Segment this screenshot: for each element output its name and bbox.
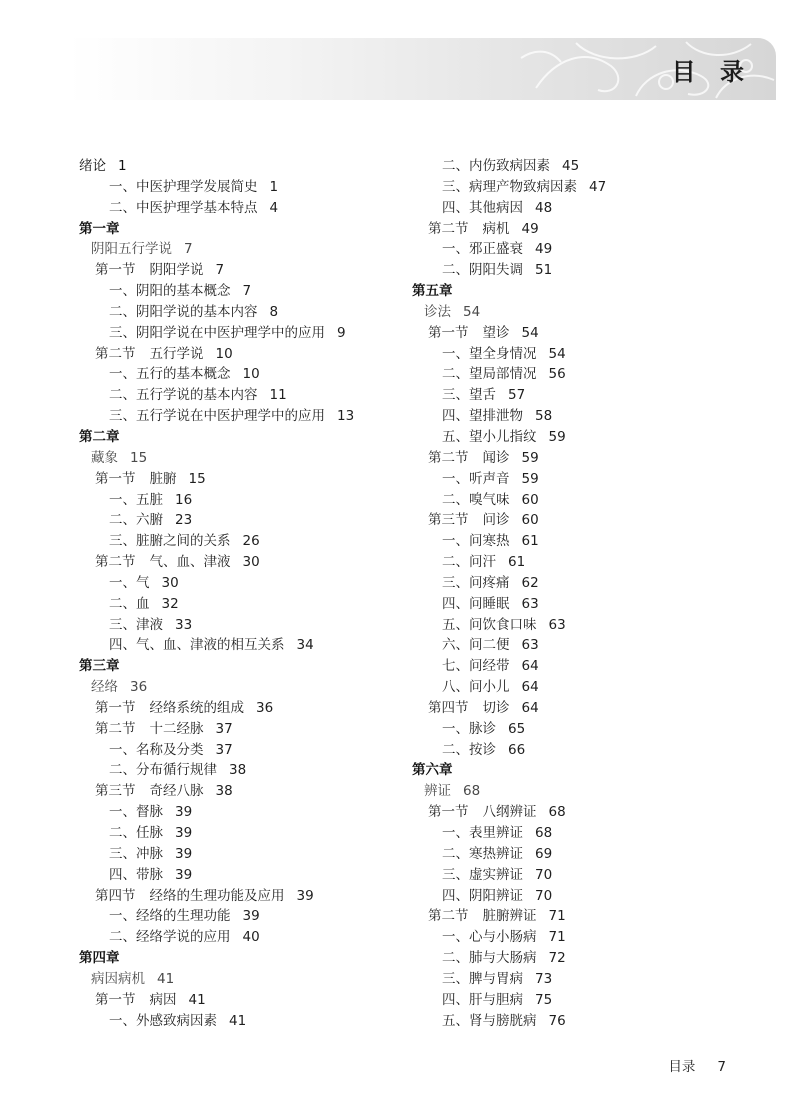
toc-item[interactable] (412, 740, 606, 761)
item-title: 二、六腑 (109, 512, 163, 529)
page-number: 61 (521, 533, 539, 550)
item-title: 四、带脉 (109, 866, 163, 883)
toc-item[interactable] (412, 886, 606, 907)
section-label: 第二节 (95, 554, 136, 571)
toc-item[interactable] (79, 531, 354, 552)
page-number: 47 (589, 178, 607, 195)
toc-item[interactable] (79, 1011, 354, 1032)
section-label: 第四节 (428, 699, 469, 716)
toc-item[interactable] (412, 969, 606, 990)
page-number: 64 (521, 679, 539, 696)
toc-item[interactable] (412, 364, 606, 385)
toc-section[interactable] (412, 219, 606, 240)
toc-item[interactable] (79, 802, 354, 823)
item-title: 三、脾与胃病 (442, 970, 523, 987)
toc-chapter-title[interactable] (412, 302, 606, 323)
section-title: 阴阳学说 (149, 262, 204, 279)
toc-item[interactable] (412, 344, 606, 365)
item-title: 一、督脉 (109, 804, 163, 821)
toc-section[interactable] (412, 698, 606, 719)
item-title: 八、问小儿 (442, 679, 510, 696)
item-title: 二、五行学说的基本内容 (109, 387, 258, 404)
section-title: 病因 (149, 991, 177, 1008)
page-number: 71 (548, 908, 566, 925)
section-title: 五行学说 (149, 345, 204, 362)
page-number: 68 (548, 804, 566, 821)
section-title: 八纲辨证 (482, 804, 537, 821)
toc-chapter-title[interactable] (412, 781, 606, 802)
item-title: 六、问二便 (442, 637, 510, 654)
toc-section[interactable] (79, 781, 354, 802)
toc-item[interactable] (79, 406, 354, 427)
page-number: 62 (521, 574, 539, 591)
section-title: 奇经八脉 (149, 783, 204, 800)
toc-chapter[interactable] (79, 948, 354, 969)
page-number: 39 (175, 845, 193, 862)
item-title: 三、脏腑之间的关系 (109, 533, 231, 550)
item-title: 二、问汗 (442, 554, 496, 571)
toc-left-column (79, 156, 354, 1031)
toc-item[interactable] (412, 156, 606, 177)
toc-section[interactable] (79, 344, 354, 365)
page-number: 26 (242, 533, 260, 550)
section-title: 闻诊 (482, 449, 510, 466)
page-number: 38 (229, 762, 247, 779)
section-label: 第四节 (95, 887, 136, 904)
item-title: 二、肺与大肠病 (442, 950, 537, 967)
toc-item[interactable] (79, 323, 354, 344)
item-title: 三、五行学说在中医护理学中的应用 (109, 408, 325, 425)
page-footer (668, 1055, 726, 1075)
page-number: 9 (337, 324, 346, 341)
toc-item[interactable] (412, 490, 606, 511)
toc-chapter[interactable] (412, 760, 606, 781)
page-number: 68 (535, 825, 553, 841)
page-number: 71 (548, 929, 566, 946)
toc-item[interactable] (79, 490, 354, 511)
item-title: 一、心与小肠病 (442, 929, 537, 946)
page-number: 49 (535, 241, 553, 258)
chapter-title: 经络 (91, 679, 118, 696)
item-title: 七、问经带 (442, 658, 510, 675)
chapter-number: 第六章 (412, 762, 453, 779)
toc-item[interactable] (79, 760, 354, 781)
toc-section[interactable] (412, 323, 606, 344)
toc-section[interactable] (412, 448, 606, 469)
section-label: 第三节 (428, 512, 469, 529)
toc-item[interactable] (79, 385, 354, 406)
page-number: 59 (521, 470, 539, 487)
page-number: 33 (175, 616, 193, 633)
toc-right-column (412, 156, 606, 1031)
toc-item[interactable] (412, 990, 606, 1011)
section-label: 第二节 (95, 345, 136, 362)
item-title: 一、阴阳的基本概念 (109, 283, 231, 300)
toc-item[interactable] (412, 177, 606, 198)
item-title: 一、望全身情况 (442, 345, 537, 362)
page-number: 57 (508, 387, 526, 404)
chapter-number: 第四章 (79, 950, 120, 967)
item-title: 一、五行的基本概念 (109, 366, 231, 383)
toc-chapter[interactable] (79, 219, 354, 240)
page-number: 59 (521, 449, 539, 466)
toc-section[interactable] (79, 719, 354, 740)
toc-preface[interactable] (79, 156, 354, 177)
toc-item[interactable] (79, 844, 354, 865)
page-number: 30 (161, 574, 179, 591)
item-title: 三、冲脉 (109, 845, 163, 862)
page-number: 7 (184, 241, 193, 258)
item-title: 一、经络的生理功能 (109, 908, 231, 925)
page-number: 60 (521, 512, 539, 529)
toc-item[interactable] (412, 573, 606, 594)
toc-chapter-title[interactable] (79, 448, 354, 469)
toc-item[interactable] (79, 740, 354, 761)
page-number: 56 (548, 366, 566, 383)
section-title: 切诊 (482, 699, 510, 716)
item-title: 二、内伤致病因素 (442, 158, 550, 174)
item-title: 五、问饮食口味 (442, 616, 537, 633)
item-title: 四、问睡眠 (442, 595, 510, 612)
page-number: 41 (157, 970, 175, 987)
toc-item[interactable] (79, 635, 354, 656)
item-title: 二、中医护理学基本特点 (109, 199, 258, 216)
page-number: 11 (269, 387, 287, 404)
item-title: 二、经络学说的应用 (109, 929, 231, 946)
item-title: 二、血 (109, 595, 150, 612)
page-number: 48 (535, 199, 553, 216)
section-title: 脏腑辨证 (482, 908, 537, 925)
page-number: 38 (215, 783, 233, 800)
section-title: 望诊 (482, 324, 510, 341)
section-label: 第二节 (428, 220, 469, 237)
page-number: 36 (130, 679, 148, 696)
section-label: 第一节 (95, 699, 136, 716)
page-number: 68 (463, 783, 481, 800)
page-number: 54 (463, 303, 481, 320)
toc-item[interactable] (79, 594, 354, 615)
page-number: 66 (508, 741, 526, 758)
toc-section[interactable] (412, 906, 606, 927)
chapter-title: 诊法 (424, 303, 451, 320)
item-title: 三、津液 (109, 616, 163, 633)
item-title: 一、外感致病因素 (109, 1012, 217, 1029)
toc-section[interactable] (79, 469, 354, 490)
toc-section[interactable] (79, 260, 354, 281)
footer-label: 目录 (668, 1059, 696, 1075)
page-number: 59 (548, 428, 566, 445)
page-number: 41 (229, 1012, 247, 1029)
page-number: 4 (269, 199, 279, 216)
toc-item[interactable] (412, 865, 606, 886)
page-number: 51 (535, 262, 553, 279)
page-number: 65 (508, 720, 526, 737)
section-title: 经络系统的组成 (149, 699, 244, 716)
page-number: 63 (548, 616, 566, 633)
page-number: 10 (215, 345, 233, 362)
toc-item[interactable] (79, 865, 354, 886)
toc-item[interactable] (412, 552, 606, 573)
page-number: 70 (535, 866, 553, 883)
toc-item[interactable] (412, 469, 606, 490)
toc-chapter[interactable] (79, 656, 354, 677)
page-number: 61 (508, 554, 526, 571)
toc-item[interactable] (412, 427, 606, 448)
page-number: 54 (548, 345, 566, 362)
toc-item[interactable] (412, 656, 606, 677)
page-number: 30 (242, 554, 260, 571)
page-number: 75 (535, 991, 553, 1008)
item-title: 二、嗅气味 (442, 491, 510, 508)
section-label: 第二节 (428, 908, 469, 925)
page-number: 23 (175, 512, 193, 529)
toc-item[interactable] (412, 948, 606, 969)
section-label: 第一节 (428, 804, 469, 821)
item-title: 二、分布循行规律 (109, 762, 217, 779)
toc-section[interactable] (79, 886, 354, 907)
toc-section[interactable] (412, 802, 606, 823)
item-title: 二、阴阳学说的基本内容 (109, 303, 258, 320)
page-number: 7 (242, 283, 252, 300)
page-number: 1 (269, 178, 279, 195)
page-number: 7 (215, 262, 225, 279)
item-title: 三、病理产物致病因素 (442, 178, 577, 195)
item-title: 二、按诊 (442, 741, 496, 758)
toc-item[interactable] (412, 615, 606, 636)
toc-item[interactable] (412, 719, 606, 740)
page-number: 15 (188, 470, 206, 487)
page-number: 1 (118, 158, 127, 174)
preface-title: 绪论 (79, 158, 106, 174)
toc-item[interactable] (79, 177, 354, 198)
page-number: 39 (175, 804, 193, 821)
item-title: 二、望局部情况 (442, 366, 537, 383)
toc-section[interactable] (412, 510, 606, 531)
toc-section[interactable] (79, 698, 354, 719)
page-number: 64 (521, 699, 539, 716)
page-number: 69 (535, 845, 553, 862)
chapter-title: 藏象 (91, 449, 118, 466)
page-number: 37 (215, 741, 233, 758)
page-number: 40 (242, 929, 260, 946)
section-label: 第二节 (95, 720, 136, 737)
section-title: 问诊 (482, 512, 510, 529)
toc-item[interactable] (412, 531, 606, 552)
item-title: 五、肾与膀胱病 (442, 1012, 537, 1029)
section-title: 病机 (482, 220, 510, 237)
item-title: 四、阴阳辨证 (442, 887, 523, 904)
toc-item[interactable] (79, 302, 354, 323)
page-number: 39 (175, 866, 193, 883)
chapter-number: 第二章 (79, 428, 120, 445)
section-label: 第一节 (428, 324, 469, 341)
item-title: 二、阴阳失调 (442, 262, 523, 279)
section-title: 十二经脉 (149, 720, 204, 737)
toc-item[interactable] (79, 281, 354, 302)
page-number: 45 (562, 158, 580, 174)
page-number: 63 (521, 595, 539, 612)
item-title: 一、五脏 (109, 491, 163, 508)
item-title: 四、其他病因 (442, 199, 523, 216)
page-number: 70 (535, 887, 553, 904)
page-title: 目 录 (671, 58, 752, 86)
toc-item[interactable] (412, 385, 606, 406)
page-number: 13 (337, 408, 355, 425)
chapter-title: 阴阳五行学说 (91, 241, 172, 258)
item-title: 四、肝与胆病 (442, 991, 523, 1008)
toc-item[interactable] (79, 364, 354, 385)
toc-item[interactable] (412, 198, 606, 219)
item-title: 一、问寒热 (442, 533, 510, 550)
page-number: 37 (215, 720, 233, 737)
section-title: 经络的生理功能及应用 (149, 887, 285, 904)
section-label: 第一节 (95, 991, 136, 1008)
chapter-title: 辨证 (424, 783, 451, 800)
toc-section[interactable] (79, 552, 354, 573)
page-number: 39 (175, 825, 193, 841)
page-number: 76 (548, 1012, 566, 1029)
chapter-number: 第一章 (79, 220, 120, 237)
page-number: 16 (175, 491, 193, 508)
toc-item[interactable] (79, 823, 354, 844)
page-number: 41 (188, 991, 206, 1008)
item-title: 四、望排泄物 (442, 408, 523, 425)
toc-section[interactable] (79, 990, 354, 1011)
page-number: 15 (130, 449, 148, 466)
toc-chapter[interactable] (412, 281, 606, 302)
page-number: 54 (521, 324, 539, 341)
page-number: 34 (296, 637, 314, 654)
page-number: 39 (242, 908, 260, 925)
page-number: 36 (256, 699, 274, 716)
item-title: 一、气 (109, 574, 150, 591)
toc-item[interactable] (412, 844, 606, 865)
toc-item[interactable] (412, 406, 606, 427)
toc-item[interactable] (412, 823, 606, 844)
page-number: 39 (296, 887, 314, 904)
toc-item[interactable] (412, 594, 606, 615)
page-number: 64 (521, 658, 539, 675)
toc-item[interactable] (79, 615, 354, 636)
toc-item[interactable] (412, 635, 606, 656)
chapter-number: 第五章 (412, 283, 453, 300)
item-title: 一、邪正盛衰 (442, 241, 523, 258)
toc-item[interactable] (79, 510, 354, 531)
section-label: 第一节 (95, 262, 136, 279)
page-number: 32 (161, 595, 179, 612)
toc-item[interactable] (79, 198, 354, 219)
item-title: 四、气、血、津液的相互关系 (109, 637, 285, 654)
item-title: 一、中医护理学发展简史 (109, 178, 258, 195)
page-number: 63 (521, 637, 539, 654)
toc-chapter-title[interactable] (79, 239, 354, 260)
page-number: 58 (535, 408, 553, 425)
item-title: 二、任脉 (109, 825, 163, 841)
item-title: 三、问疼痛 (442, 574, 510, 591)
item-title: 一、表里辨证 (442, 825, 523, 841)
item-title: 一、名称及分类 (109, 741, 204, 758)
page-number: 72 (548, 950, 566, 967)
toc-item[interactable] (412, 677, 606, 698)
toc-item[interactable] (79, 927, 354, 948)
item-title: 五、望小儿指纹 (442, 428, 537, 445)
section-label: 第二节 (428, 449, 469, 466)
page-number: 10 (242, 366, 260, 383)
toc-item[interactable] (412, 260, 606, 281)
section-label: 第一节 (95, 470, 136, 487)
item-title: 一、听声音 (442, 470, 510, 487)
page-number: 60 (521, 491, 539, 508)
page-number: 73 (535, 970, 553, 987)
footer-page-number: 7 (717, 1059, 726, 1075)
toc-chapter-title[interactable] (79, 969, 354, 990)
header-band (68, 38, 776, 100)
item-title: 二、寒热辨证 (442, 845, 523, 862)
section-title: 气、血、津液 (149, 554, 231, 571)
toc-item[interactable] (79, 906, 354, 927)
chapter-number: 第三章 (79, 658, 120, 675)
toc-item[interactable] (412, 239, 606, 260)
toc-item[interactable] (412, 1011, 606, 1032)
toc-chapter[interactable] (79, 427, 354, 448)
section-title: 脏腑 (149, 470, 177, 487)
item-title: 一、脉诊 (442, 720, 496, 737)
item-title: 三、望舌 (442, 387, 496, 404)
chapter-title: 病因病机 (91, 970, 145, 987)
toc-item[interactable] (412, 927, 606, 948)
page-number: 8 (269, 303, 279, 320)
page-number: 49 (521, 220, 539, 237)
toc-item[interactable] (79, 573, 354, 594)
section-label: 第三节 (95, 783, 136, 800)
item-title: 三、虚实辨证 (442, 866, 523, 883)
item-title: 三、阴阳学说在中医护理学中的应用 (109, 324, 325, 341)
toc-chapter-title[interactable] (79, 677, 354, 698)
